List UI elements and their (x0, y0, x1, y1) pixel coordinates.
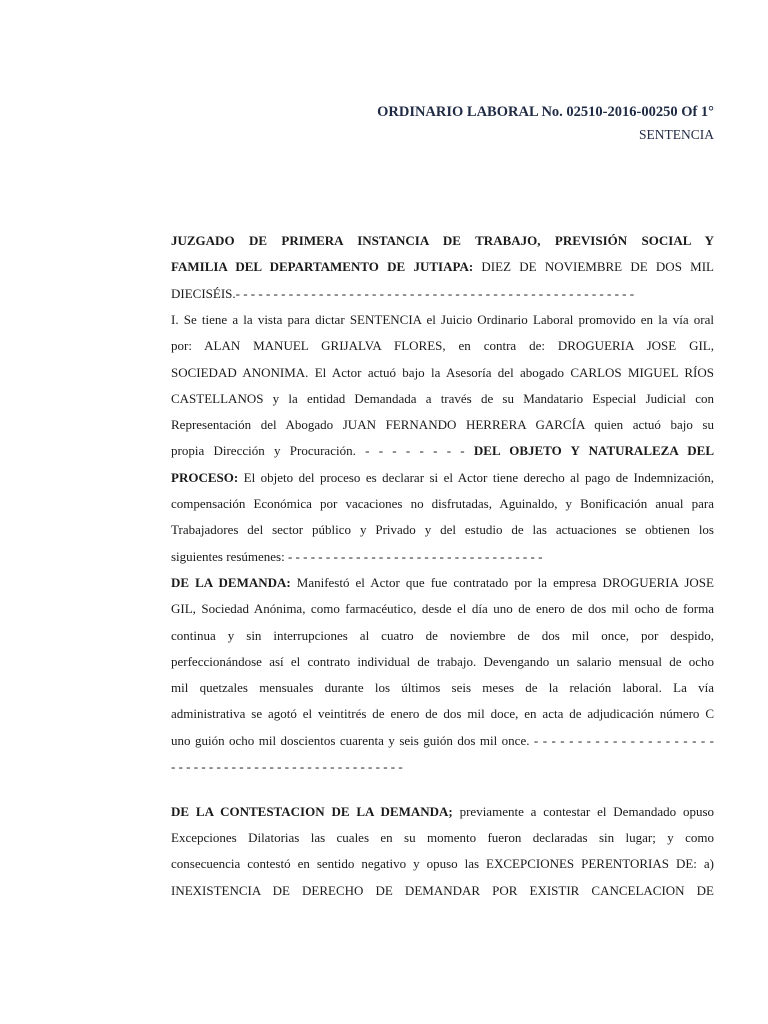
text-line (171, 600, 714, 618)
text-line (171, 495, 714, 513)
text-line (171, 337, 714, 355)
text-span: Manifestó el Actor que fue contratado por la empresa DROGUERIA JOSE (290, 575, 714, 590)
text-span: INEXISTENCIA DE DERECHO DE DEMANDAR POR EXISTIR CANCELACION DE (171, 883, 714, 898)
bold-text: DE LA DEMANDA: (171, 575, 291, 590)
document-type: SENTENCIA (639, 127, 714, 142)
text-span: CASTELLANOS y la entidad Demandada a través de su Mandatario Especial Judicial con (171, 391, 714, 406)
text-line (171, 548, 714, 566)
text-span: GIL, Sociedad Anónima, como farmacéutico, desde el día uno de enero de dos mil ocho de forma (171, 601, 714, 616)
bold-text: JUZGADO DE PRIMERA INSTANCIA DE TRABAJO, PREVISIÓN SOCIAL Y (171, 233, 714, 248)
bold-text: FAMILIA DEL DEPARTAMENTO DE JUTIAPA: (171, 259, 474, 274)
text-span: Trabajadores del sector público y Privado y del estudio de las actuaciones se obtienen los (171, 522, 714, 537)
text-line (171, 469, 714, 487)
text-line (171, 442, 714, 460)
text-line (171, 829, 714, 847)
text-line (171, 653, 714, 671)
text-line (171, 732, 714, 750)
text-span: Excepciones Dilatorias las cuales en su momento fueron declaradas sin lugar; y como (171, 830, 714, 845)
text-line (171, 627, 714, 645)
text-line (171, 416, 714, 434)
text-span: Representación del Abogado JUAN FERNANDO HERRERA GARCÍA quien actuó bajo su (171, 417, 714, 432)
text-line (171, 285, 714, 303)
text-span: propia Dirección y Procuración. - - - - - - - - (171, 443, 474, 458)
text-span: DIECISÉIS.- - - - - - - - - - - - - - - - - - - - - - - - - - - - - - - - - - - - - - - - - - - - - - - - - - - - - (171, 286, 635, 301)
text-span: El objeto del proceso es declarar si el Actor tiene derecho al pago de Indemnización, (238, 470, 714, 485)
bold-text: DE LA CONTESTACION DE LA DEMANDA; (171, 804, 453, 819)
text-line (171, 521, 714, 539)
text-span: por: ALAN MANUEL GRIJALVA FLORES, en contra de: DROGUERIA JOSE GIL, (171, 338, 714, 353)
case-number: ORDINARIO LABORAL No. 02510-2016-00250 Of 1° (377, 104, 714, 120)
text-line (171, 232, 714, 250)
text-span: I. Se tiene a la vista para dictar SENTENCIA el Juicio Ordinario Laboral promovido en la vía oral (171, 312, 714, 327)
text-span: - - - - - - - - - - - - - - - - - - - - - - - - - - - - - - - (171, 759, 403, 774)
text-line (171, 803, 714, 821)
text-span: perfeccionándose así el contrato individual de trabajo. Devengando un salario mensual de ocho (171, 654, 714, 669)
text-span: continua y sin interrupciones al cuatro de noviembre de dos mil once, por despido, (171, 628, 714, 643)
text-line (171, 574, 714, 592)
text-line (171, 258, 714, 276)
text-line (171, 311, 714, 329)
text-line (171, 855, 714, 873)
text-span: SOCIEDAD ANONIMA. El Actor actuó bajo la Asesoría del abogado CARLOS MIGUEL RÍOS (171, 365, 714, 380)
text-line (171, 679, 714, 697)
text-line (171, 390, 714, 408)
text-span: DIEZ DE NOVIEMBRE DE DOS MIL (473, 259, 714, 274)
bold-text: DEL OBJETO Y NATURALEZA DEL (473, 443, 714, 458)
text-line (171, 758, 714, 776)
text-span: uno guión ocho mil doscientos cuarenta y seis guión dos mil once. - - - - - - - - - - - - - - - - - - - - - (171, 733, 714, 748)
text-span: previamente a contestar el Demandado opuso (452, 804, 714, 819)
text-span: administrativa se agotó el veintitrés de enero de dos mil doce, en acta de adjudicación número C (171, 706, 714, 721)
text-line (171, 364, 714, 382)
text-span: mil quetzales mensuales durante los últimos seis meses de la relación laboral. La vía (171, 680, 714, 695)
text-span: consecuencia contestó en sentido negativo y opuso las EXCEPCIONES PERENTORIAS DE: a) (171, 856, 714, 871)
text-span: siguientes resúmenes: - - - - - - - - - - - - - - - - - - - - - - - - - - - - - - - - - - (171, 549, 543, 564)
text-span: compensación Económica por vacaciones no disfrutadas, Aguinaldo, y Bonificación anual para (171, 496, 714, 511)
text-line (171, 705, 714, 723)
text-line (171, 882, 714, 900)
bold-text: PROCESO: (171, 470, 239, 485)
